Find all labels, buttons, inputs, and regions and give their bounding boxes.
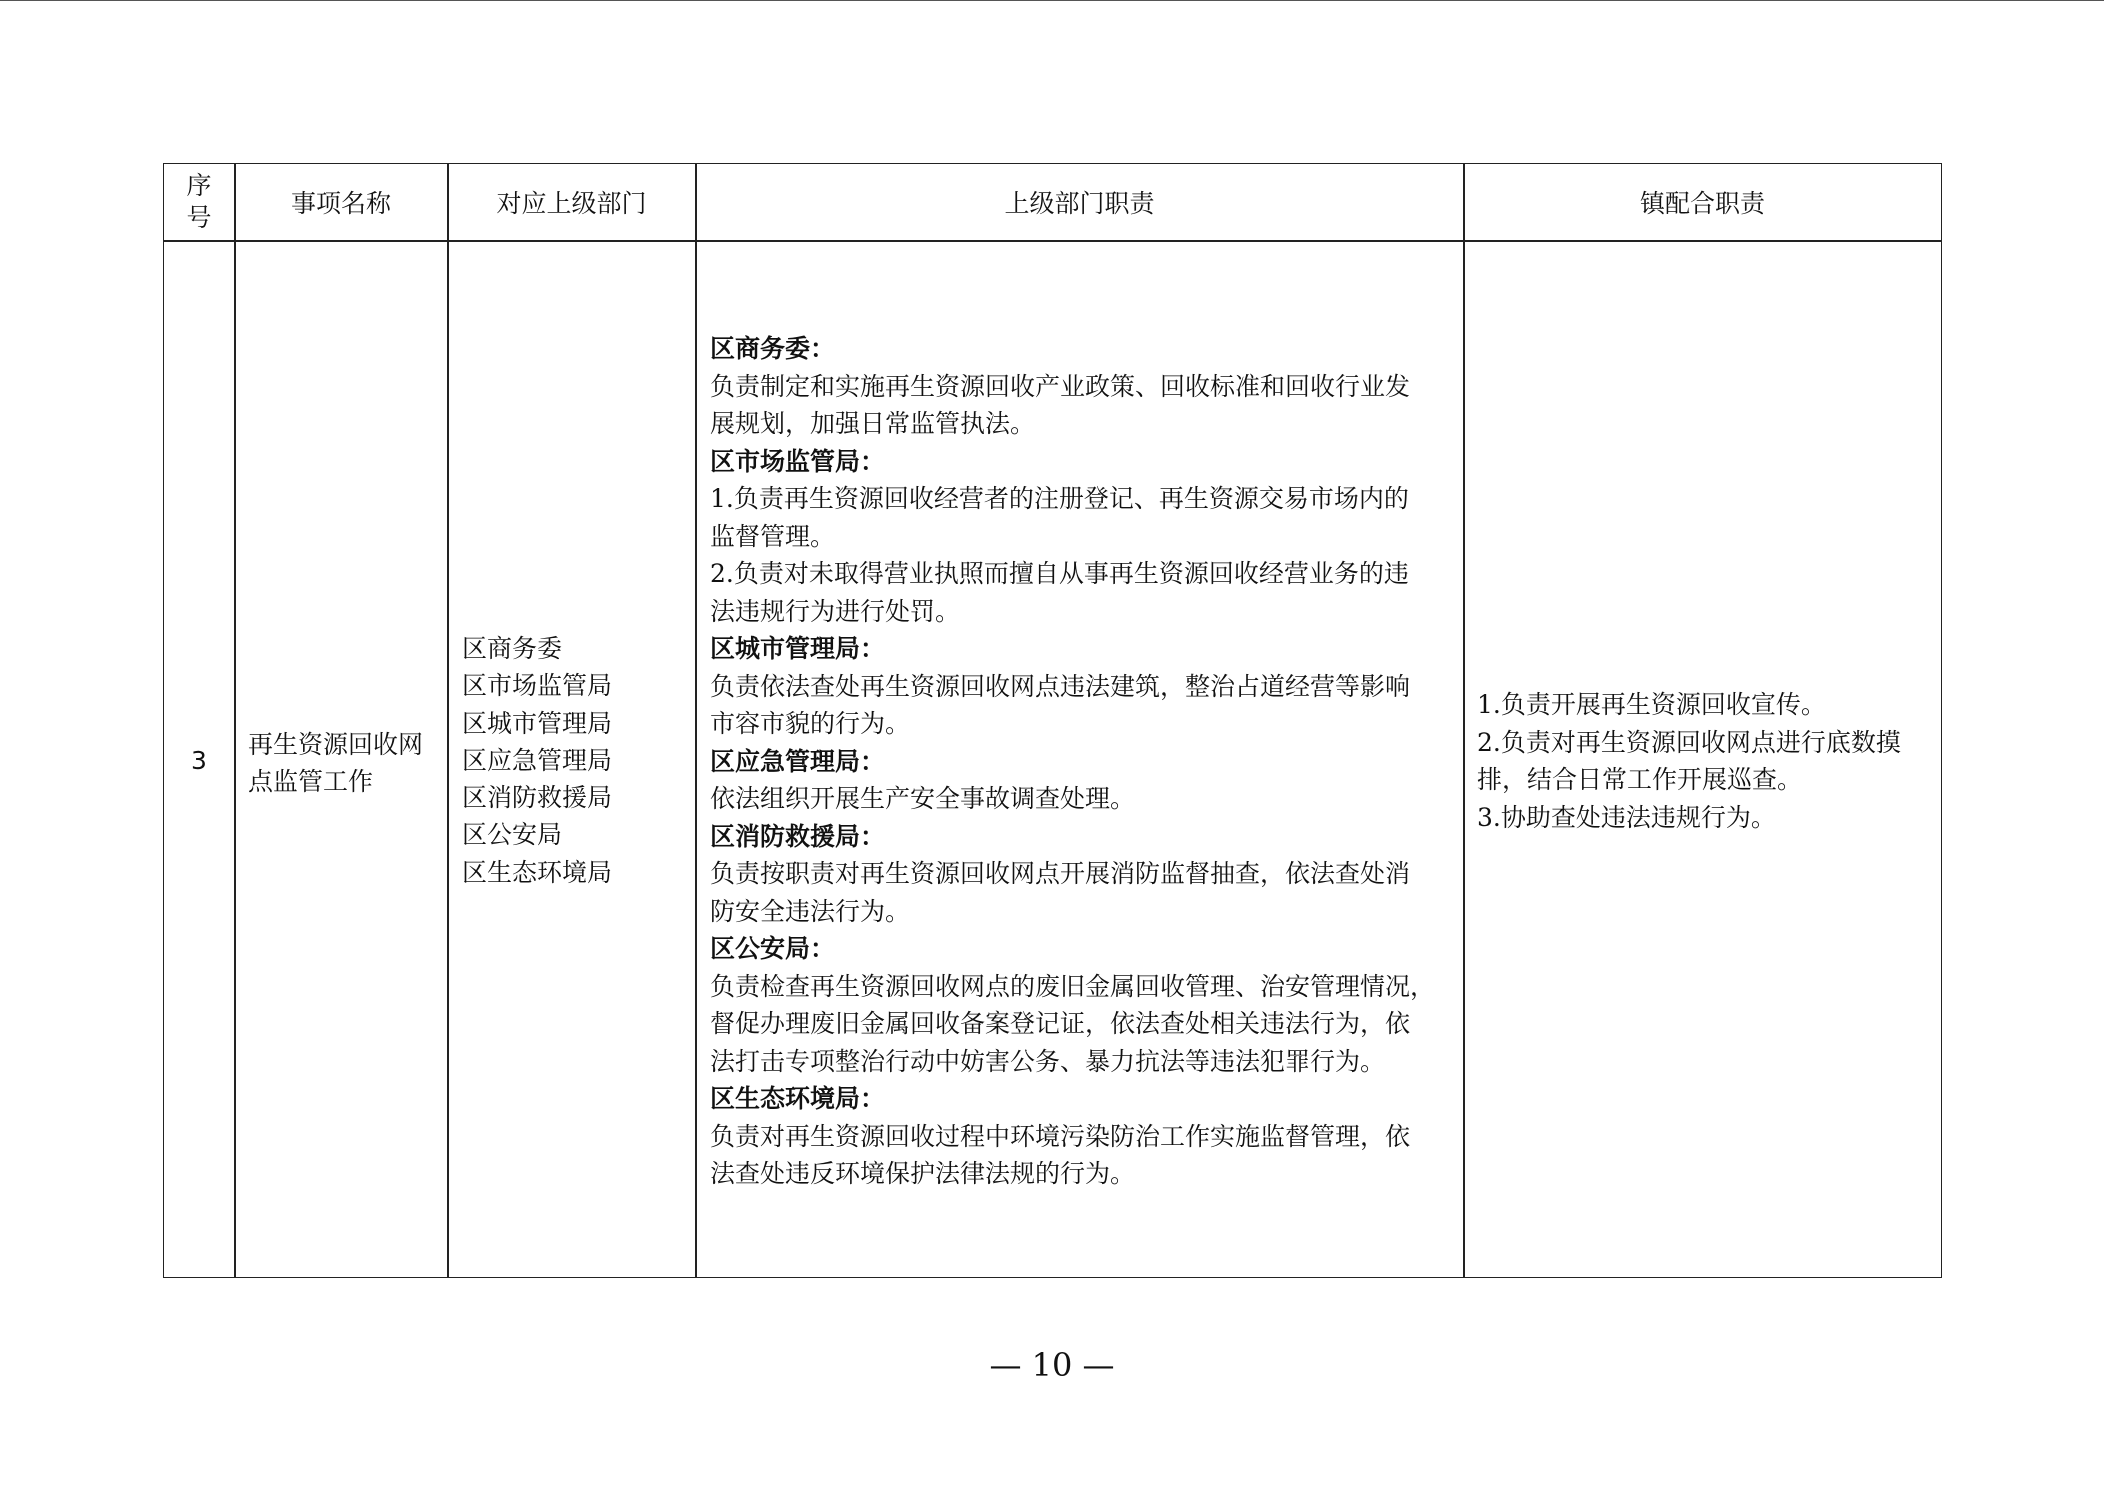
row-department-list <box>462 630 692 891</box>
header-dept-duties: 上级部门职责 <box>1004 189 1155 218</box>
town-duty-line: 3.协助查处违法违规行为。 <box>1477 802 1776 832</box>
header-seq <box>164 164 234 240</box>
duty-text-line: 负责检查再生资源回收网点的废旧金属回收管理、治安管理情况， <box>710 971 1436 1001</box>
column-divider <box>447 164 449 1277</box>
header-town-duties: 镇配合职责 <box>1639 189 1765 218</box>
duty-department-heading: 区商务委： <box>710 334 836 363</box>
duty-text-line: 1.负责再生资源回收经营者的注册登记、再生资源交易市场内的 <box>710 484 1409 513</box>
duty-text-line: 2.负责对未取得营业执照而擅自从事再生资源回收经营业务的违 <box>710 559 1409 588</box>
department-item: 区商务委 <box>462 634 563 663</box>
header-item-name: 事项名称 <box>290 189 391 218</box>
duty-department-heading: 区应急管理局： <box>710 746 886 776</box>
department-item: 区公安局 <box>462 820 563 850</box>
town-duty-line: 2.负责对再生资源回收网点进行底数摸 <box>1477 727 1901 757</box>
duty-text-line: 市容市貌的行为。 <box>710 709 911 738</box>
page-top-edge <box>0 0 2104 1</box>
duty-department-heading: 区城市管理局： <box>710 634 886 663</box>
column-divider <box>1463 164 1465 1277</box>
header-seq-line2: 号 <box>186 203 212 232</box>
department-item: 区市场监管局 <box>462 671 613 701</box>
item-name-line: 点监管工作 <box>248 767 374 796</box>
page-number: — 10 — <box>989 1346 1115 1384</box>
duty-text-line: 负责按职责对再生资源回收网点开展消防监督抽查，依法查处消 <box>710 859 1411 888</box>
column-divider <box>695 164 697 1277</box>
duty-text-line: 展规划，加强日常监管执法。 <box>710 409 1036 438</box>
duty-text-line: 依法组织开展生产安全事故调查处理。 <box>710 784 1136 813</box>
department-item: 区生态环境局 <box>462 857 613 887</box>
duty-text-line: 负责依法查处再生资源回收网点违法建筑，整治占道经营等影响 <box>710 671 1411 701</box>
header-dept: 对应上级部门 <box>496 189 647 218</box>
duty-text-line: 法违规行为进行处罚。 <box>710 596 961 626</box>
responsibility-table <box>163 163 1942 1278</box>
row-item-name <box>248 726 443 800</box>
column-divider <box>234 164 236 1277</box>
duty-department-heading: 区生态环境局： <box>710 1084 886 1113</box>
duty-department-heading: 区市场监管局： <box>710 446 886 476</box>
department-item: 区消防救援局 <box>462 783 613 813</box>
duty-department-heading: 区消防救援局： <box>710 821 886 851</box>
town-duty-line: 1.负责开展再生资源回收宣传。 <box>1477 690 1826 719</box>
department-item: 区城市管理局 <box>462 708 613 738</box>
row-town-duties <box>1477 686 1937 836</box>
duty-text-line: 负责制定和实施再生资源回收产业政策、回收标准和回收行业发 <box>710 371 1411 401</box>
header-seq-line1: 序 <box>186 171 212 200</box>
department-item: 区应急管理局 <box>462 745 613 775</box>
item-name-line: 再生资源回收网 <box>248 730 424 759</box>
town-duty-line: 排，结合日常工作开展巡查。 <box>1477 765 1803 794</box>
duty-text-line: 督促办理废旧金属回收备案登记证，依法查处相关违法行为，依 <box>710 1009 1411 1038</box>
duty-text-line: 法打击专项整治行动中妨害公务、暴力抗法等违法犯罪行为。 <box>710 1046 1386 1076</box>
row-dept-duties <box>710 330 1460 1193</box>
duty-text-line: 防安全违法行为。 <box>710 896 911 926</box>
row-seq: 3 <box>191 746 207 775</box>
duty-text-line: 监督管理。 <box>710 521 836 551</box>
header-divider <box>164 240 1941 242</box>
duty-department-heading: 区公安局： <box>710 934 836 963</box>
duty-text-line: 负责对再生资源回收过程中环境污染防治工作实施监督管理，依 <box>710 1121 1411 1151</box>
duty-text-line: 法查处违反环境保护法律法规的行为。 <box>710 1159 1136 1188</box>
